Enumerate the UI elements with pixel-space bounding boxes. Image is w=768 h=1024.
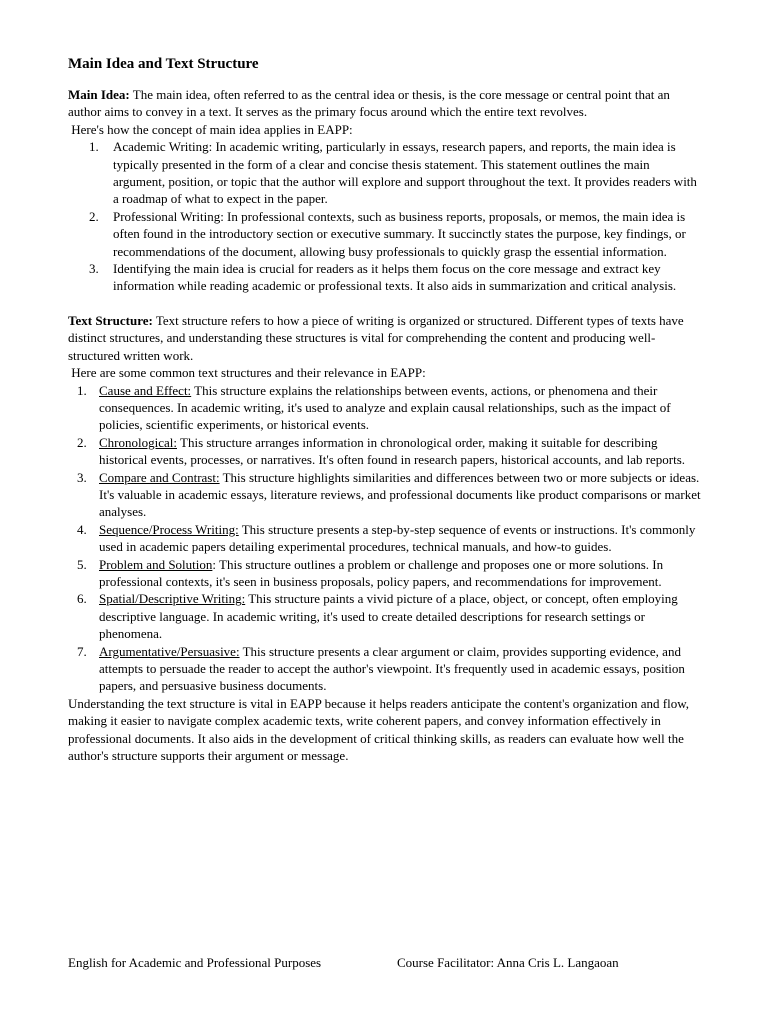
list-item-number: 6. — [77, 591, 87, 607]
list-item-text: This structure paints a vivid picture of a place, object, or concept, often employing descriptive language. In academic writing, it's used to create detailed descriptions for research settings or phenomena. — [99, 591, 678, 642]
page-title: Main Idea and Text Structure — [68, 56, 259, 72]
text-structure-list — [68, 382, 704, 695]
list-item — [68, 138, 704, 208]
main-idea-label: Main Idea: — [68, 87, 130, 102]
list-item-number: 2. — [77, 434, 87, 450]
list-item-term: Spatial/Descriptive Writing: — [99, 591, 246, 607]
list-item-text: This structure presents a clear argument or claim, provides supporting evidence, and attempts to persuade the reader to accept the author's viewpoint. It's frequently used in academic essays, position papers, and persuasive business documents. — [99, 643, 685, 694]
main-idea-intro: Here's how the concept of main idea applies in EAPP: — [68, 121, 353, 137]
list-item-number: 3. — [77, 469, 87, 485]
list-item — [68, 382, 704, 434]
list-item-text: This structure arranges information in chronological order, making it suitable for describing historical events, processes, or narratives. It's often found in research papers, historical accounts, and lab reports. — [99, 434, 686, 468]
text-structure-paragraph — [68, 312, 704, 364]
list-item-term: Cause and Effect: — [99, 382, 192, 398]
text-structure-label: Text Structure: — [68, 312, 153, 328]
list-item-term: Chronological: — [99, 434, 177, 450]
list-item-text: : This structure outlines a problem or challenge and proposes one or more solutions. In professional contexts, it's seen in business proposals, policy papers, and recommendations for improvement. — [99, 556, 664, 589]
list-item — [68, 260, 704, 295]
list-item-number: 4. — [77, 521, 87, 537]
list-item — [68, 590, 704, 642]
list-item — [68, 643, 704, 695]
list-item — [68, 434, 704, 469]
list-item — [68, 208, 704, 260]
list-item — [68, 521, 704, 556]
list-item-term: Sequence/Process Writing: — [99, 521, 239, 537]
list-item-number: 2. — [89, 208, 99, 224]
text-structure-text: Text structure refers to how a piece of writing is organized or structured. Different types of texts have distinct structures, and understanding these structures is vital for comprehending the content and producing well-structured written work. — [68, 312, 684, 363]
text-structure-intro: Here are some common text structures and their relevance in EAPP: — [68, 365, 426, 381]
list-item-text: Academic Writing: In academic writing, particularly in essays, research papers, and reports, the main idea is typically presented in the form of a clear and concise thesis statement. This statement outlines the main argument, position, or topic that the author will explore and support throughout the text. It provides readers with a roadmap of what to expect in the paper. — [113, 139, 697, 207]
list-item — [68, 469, 704, 521]
list-item-term: Problem and Solution — [99, 556, 213, 572]
main-idea-list — [68, 138, 704, 295]
document-body — [68, 56, 704, 764]
main-idea-text: The main idea, often referred to as the central idea or thesis, is the core message or central point that an author aims to convey in a text. It serves as the primary focus around which the entire text revolves. — [68, 87, 670, 120]
list-item-text: This structure highlights similarities and differences between two or more subjects or ideas. It's valuable in academic essays, literature reviews, and professional documents like product comparisons or market analyses. — [99, 469, 701, 520]
main-idea-paragraph — [68, 86, 704, 121]
list-item-term: Compare and Contrast: — [99, 469, 220, 485]
list-item-number: 5. — [77, 556, 87, 572]
footer-facilitator: Course Facilitator: Anna Cris L. Langaoan — [397, 955, 619, 970]
list-item-term: Argumentative/Persuasive: — [99, 643, 240, 659]
list-item-text: Identifying the main idea is crucial for readers as it helps them focus on the core message and extract key information while reading academic or professional texts. It also aids in summarization and critical analysis. — [113, 261, 677, 294]
list-item-number: 7. — [77, 643, 87, 659]
list-item-number: 3. — [89, 261, 99, 277]
footer-course: English for Academic and Professional Purposes — [68, 955, 322, 970]
list-item — [68, 556, 704, 591]
list-item-number: 1. — [89, 139, 99, 155]
list-item-text: This structure explains the relationships between events, actions, or phenomena and their consequences. In academic writing, it's used to analyze and explain causal relationships, such as the impact of policies, scientific experiments, or historical events. — [99, 382, 671, 433]
conclusion-paragraph: Understanding the text structure is vital in EAPP because it helps readers anticipate the content's organization and flow, making it easier to navigate complex academic texts, write coherent papers, and convey information effectively in professional documents. It also aids in the development of critical thinking skills, as readers can evaluate how well the author's structure supports their argument or message. — [68, 695, 689, 764]
list-item-text: This structure presents a step-by-step sequence of events or instructions. It's commonly used in academic papers detailing experimental procedures, technical manuals, and how-to guides. — [99, 521, 696, 555]
list-item-text: Professional Writing: In professional contexts, such as business reports, proposals, or memos, the main idea is often found in the introductory section or executive summary. It succinctly states the purpose, key findings, or recommendations of the document, allowing busy professionals to quickly grasp the essential information. — [113, 208, 686, 259]
list-item-number: 1. — [77, 382, 87, 398]
section-gap — [68, 295, 704, 312]
